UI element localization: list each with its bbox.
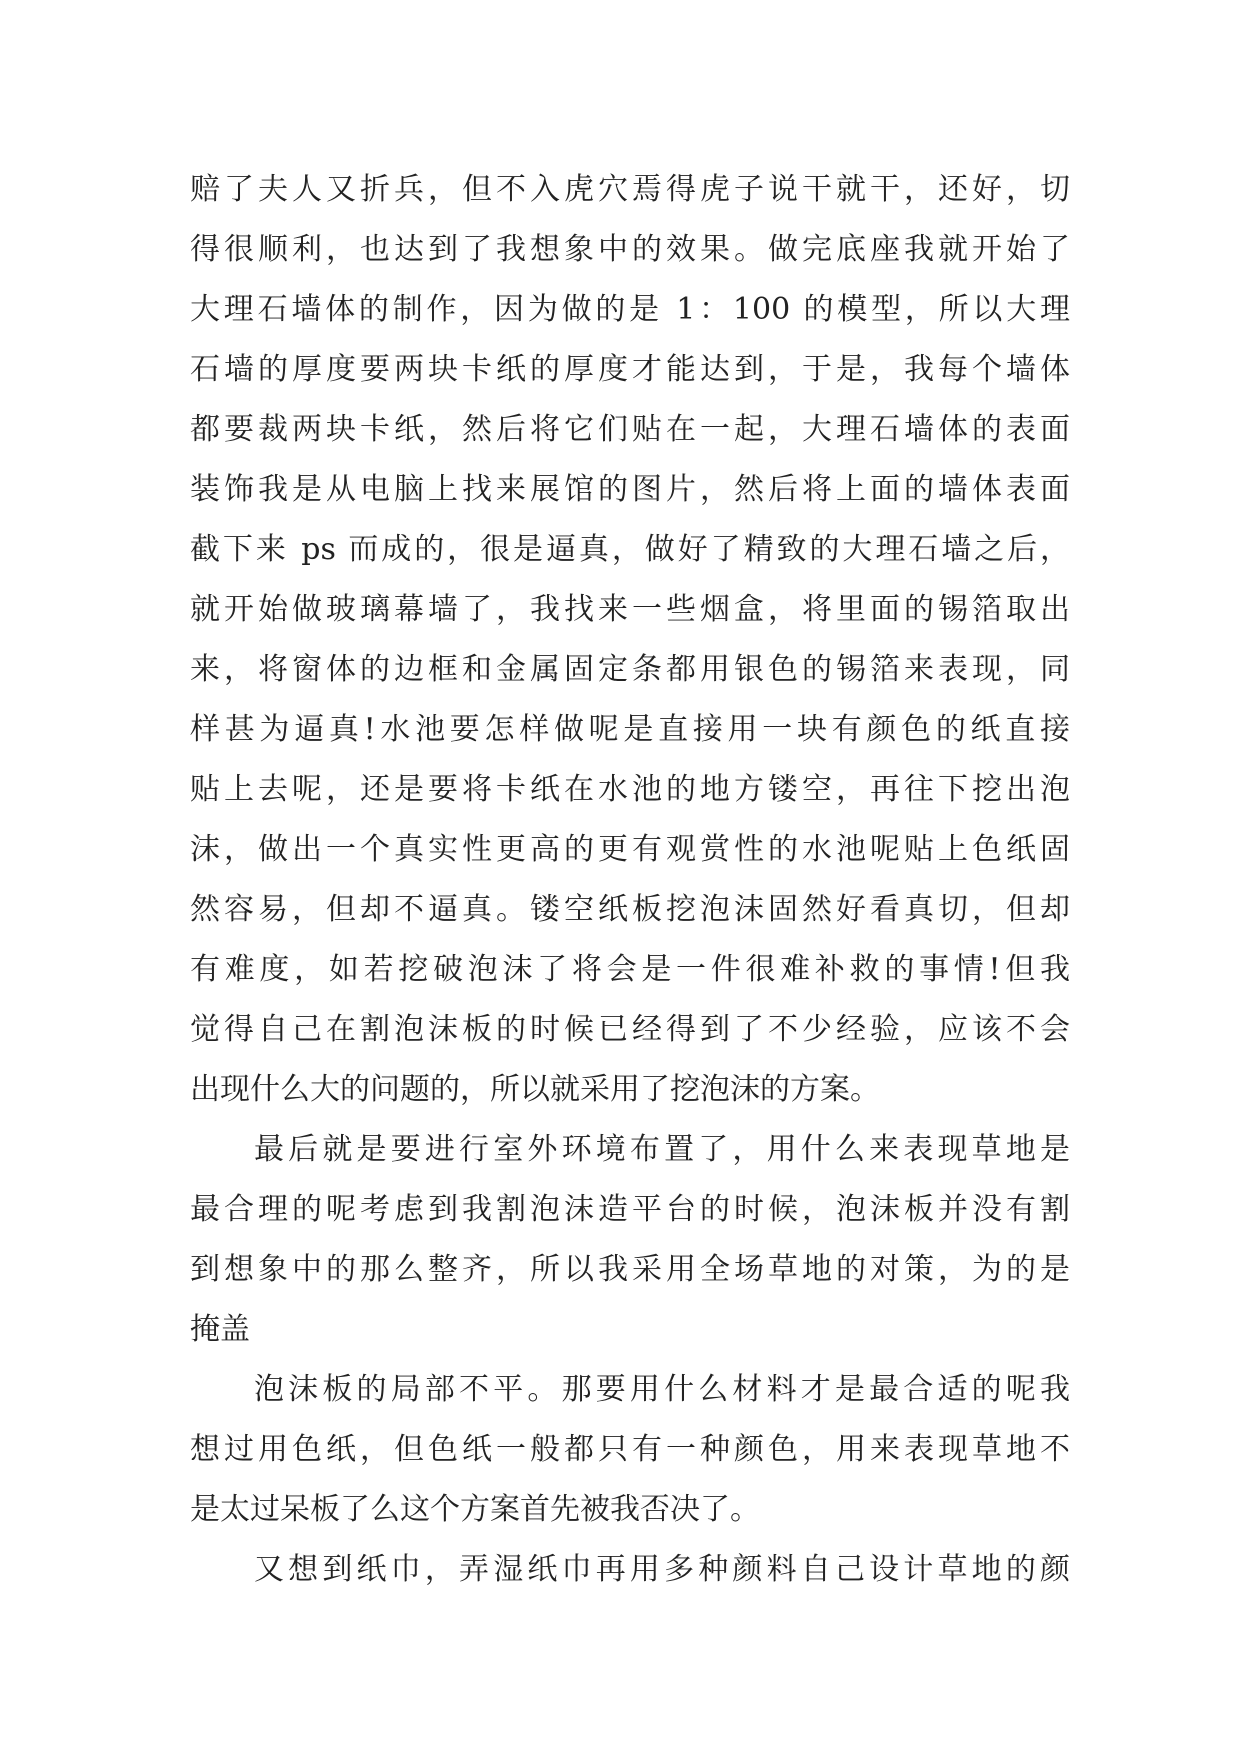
text-line: 出现什么大的问题的，所以就采用了挖泡沫的方案。: [190, 1072, 880, 1107]
text-line: 截下来 ps 而成的，很是逼真，做好了精致的大理石墙之后，: [190, 532, 1070, 567]
text-line: 就开始做玻璃幕墙了，我找来一些烟盒，将里面的锡箔取出: [190, 592, 1070, 627]
text-line: 有难度，如若挖破泡沫了将会是一件很难补救的事情!但我: [190, 952, 1070, 987]
text-line: 沫，做出一个真实性更高的更有观赏性的水池呢贴上色纸固: [190, 832, 1070, 867]
paragraph-start-line: 又想到纸巾，弄湿纸巾再用多种颜料自己设计草地的颜: [254, 1552, 1070, 1587]
paragraph-start-line: 泡沫板的局部不平。那要用什么材料才是最合适的呢我: [254, 1372, 1070, 1407]
text-line: 最合理的呢考虑到我割泡沫造平台的时候，泡沫板并没有割: [190, 1192, 1070, 1227]
text-line: 装饰我是从电脑上找来展馆的图片，然后将上面的墙体表面: [190, 472, 1070, 507]
paragraph-start-line: 最后就是要进行室外环境布置了，用什么来表现草地是: [254, 1132, 1070, 1167]
text-line: 贴上去呢，还是要将卡纸在水池的地方镂空，再往下挖出泡: [190, 772, 1070, 807]
text-line: 然容易，但却不逼真。镂空纸板挖泡沫固然好看真切，但却: [190, 892, 1070, 927]
text-line: 觉得自己在割泡沫板的时候已经得到了不少经验，应该不会: [190, 1012, 1070, 1047]
body-text: [190, 160, 1070, 1600]
text-line: 到想象中的那么整齐，所以我采用全场草地的对策，为的是: [190, 1252, 1070, 1287]
text-line: 想过用色纸，但色纸一般都只有一种颜色，用来表现草地不: [190, 1432, 1070, 1467]
text-line: 是太过呆板了么这个方案首先被我否决了。: [190, 1492, 760, 1527]
text-line: 得很顺利，也达到了我想象中的效果。做完底座我就开始了: [190, 232, 1070, 267]
text-line: 大理石墙体的制作，因为做的是 1：100 的模型，所以大理: [190, 292, 1070, 327]
text-line: 来，将窗体的边框和金属固定条都用银色的锡箔来表现，同: [190, 652, 1070, 687]
text-line: 掩盖: [190, 1312, 250, 1347]
text-line: 都要裁两块卡纸，然后将它们贴在一起，大理石墙体的表面: [190, 412, 1070, 447]
text-line: 石墙的厚度要两块卡纸的厚度才能达到，于是，我每个墙体: [190, 352, 1070, 387]
text-line: 样甚为逼真!水池要怎样做呢是直接用一块有颜色的纸直接: [190, 712, 1070, 747]
text-line: 赔了夫人又折兵，但不入虎穴焉得虎子说干就干，还好，切: [190, 172, 1070, 207]
